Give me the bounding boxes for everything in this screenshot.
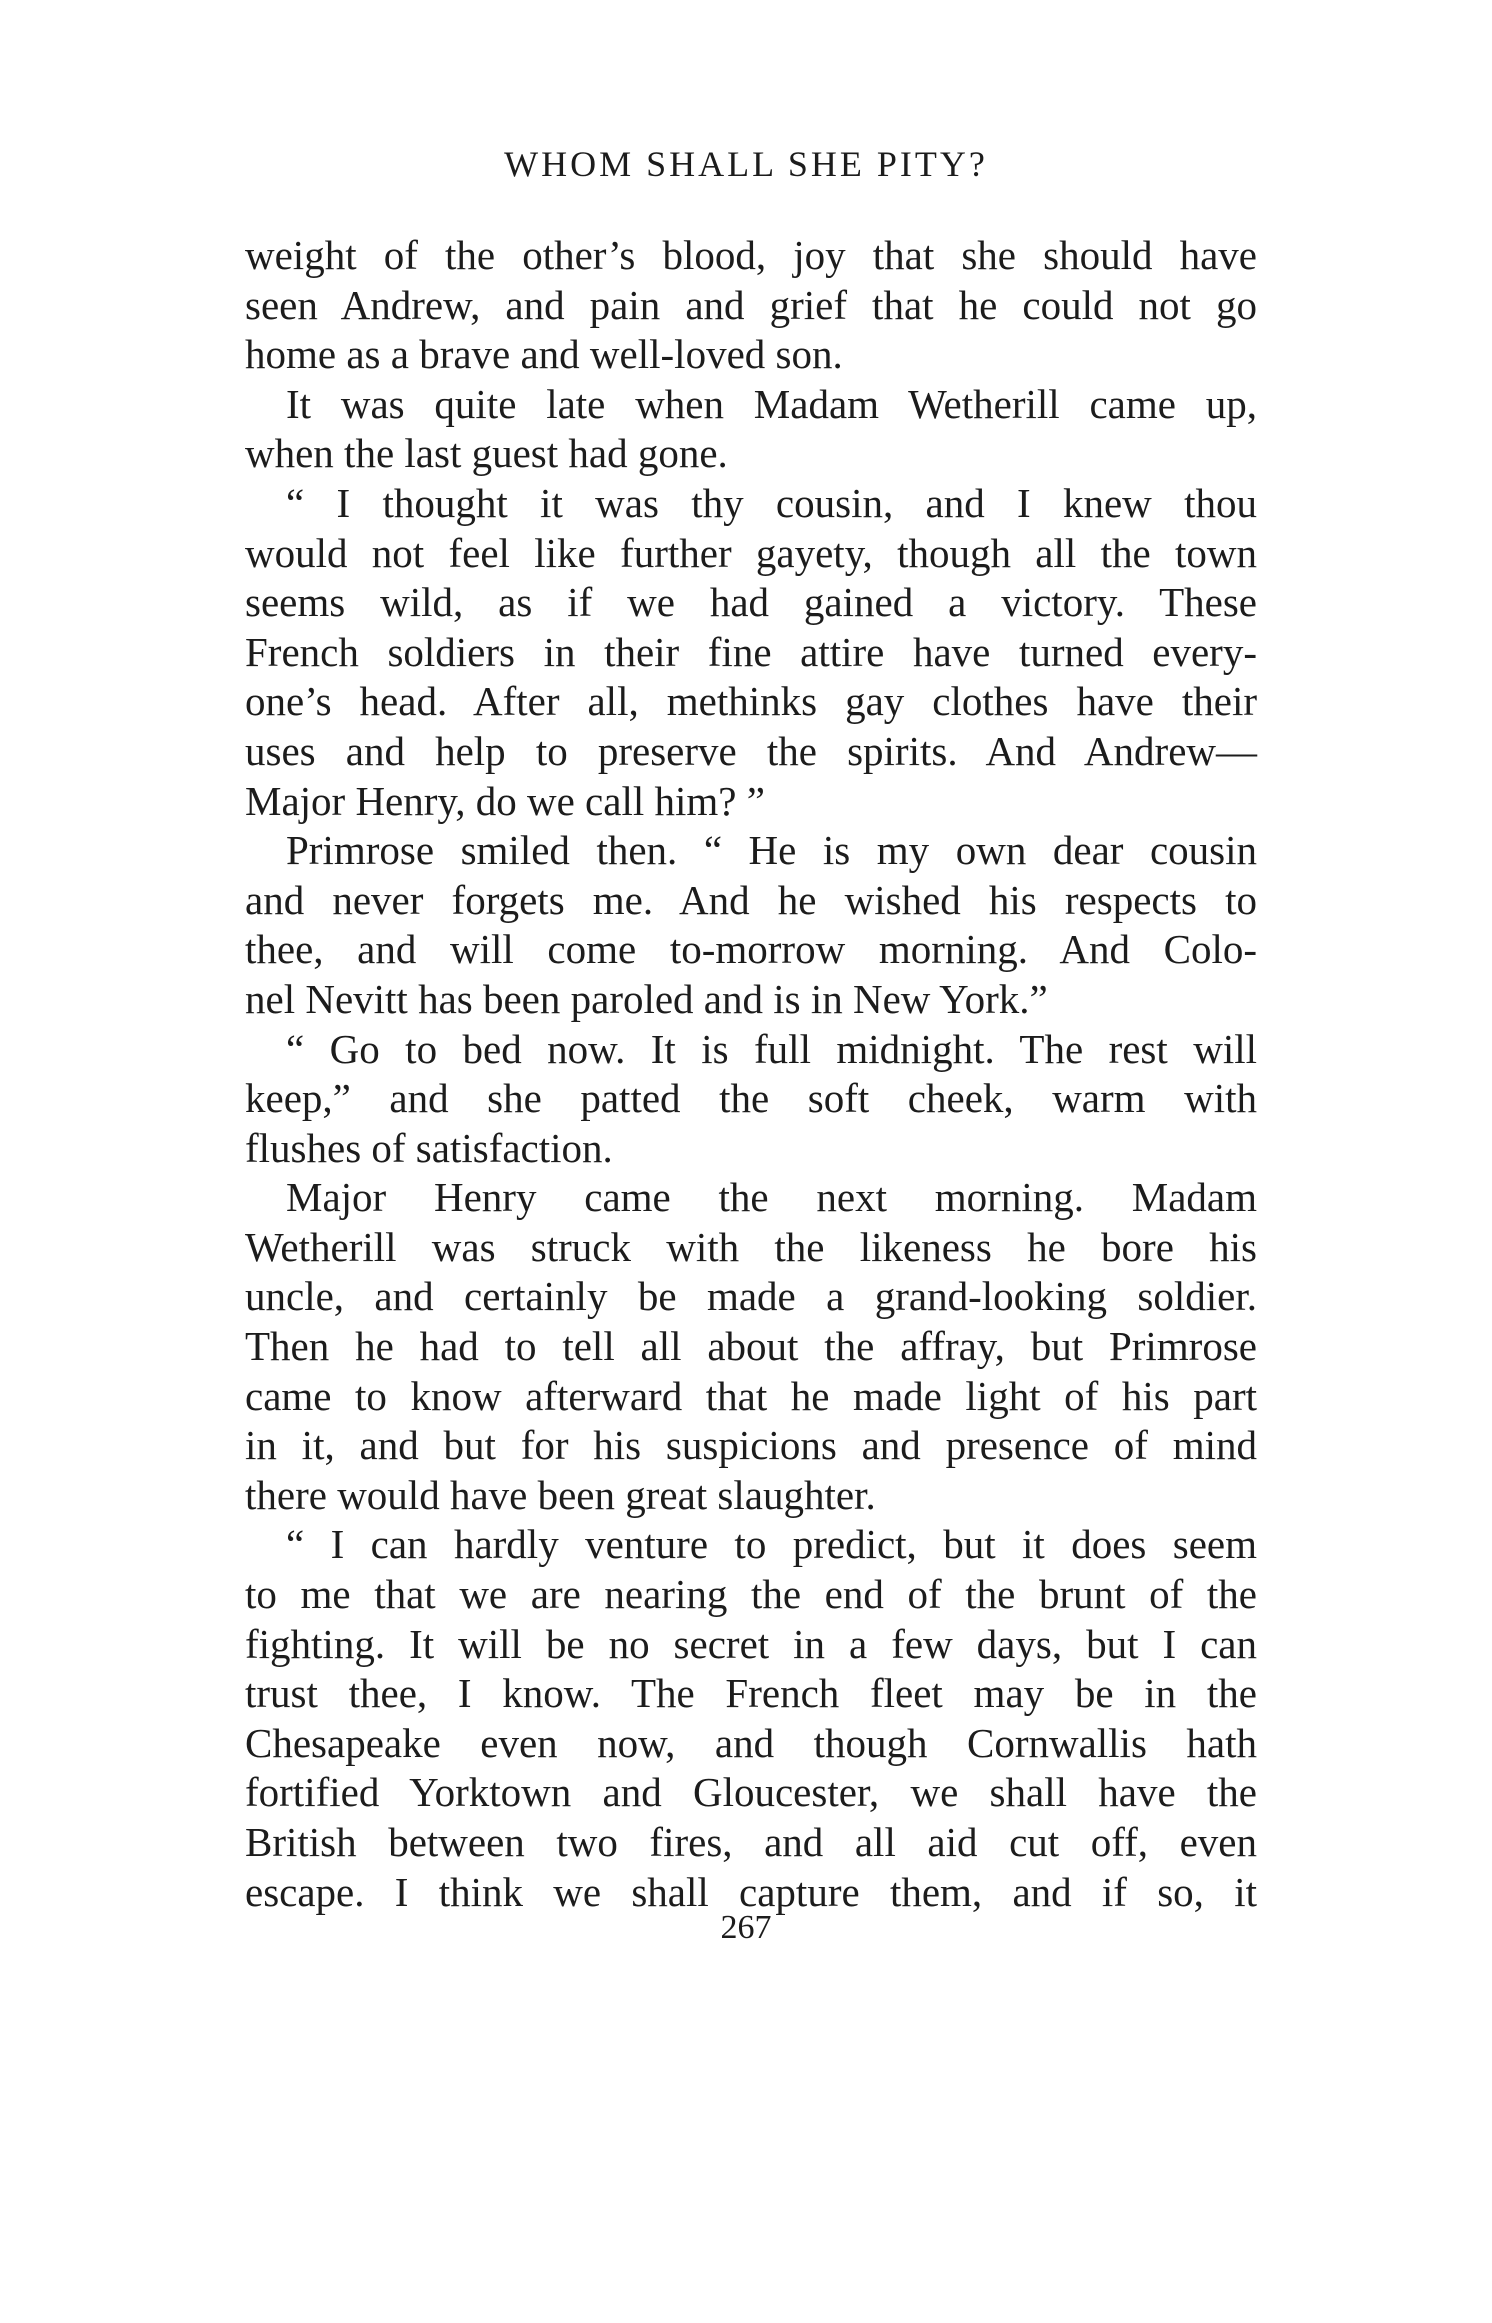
text-line: fortified Yorktown and Gloucester, we shall have the (245, 1769, 1257, 1816)
body-text (245, 231, 1257, 1917)
text-line: uncle, and certainly be made a grand-looking soldier. (245, 1273, 1257, 1320)
text-line: uses and help to preserve the spirits. And Andrew— (245, 727, 1257, 774)
text-line: weight of the other’s blood, joy that she should have (245, 232, 1257, 278)
text-line: home as a brave and well-loved son. (245, 331, 843, 378)
text-line: trust thee, I know. The French fleet may be in the (245, 1670, 1257, 1717)
text-line: there would have been great slaughter. (245, 1471, 876, 1518)
text-line: Major Henry came the next morning. Madam (286, 1174, 1257, 1221)
text-line: “ I can hardly venture to predict, but it does seem (286, 1521, 1257, 1568)
text-line: Major Henry, do we call him? ” (245, 777, 765, 824)
text-line: British between two fires, and all aid cut off, even (245, 1819, 1257, 1865)
text-line: It was quite late when Madam Wetherill came up, (286, 380, 1257, 427)
text-line: “ Go to bed now. It is full midnight. The rest will (286, 1025, 1257, 1072)
text-line: seems wild, as if we had gained a victory. These (245, 579, 1257, 626)
text-line: when the last guest had gone. (245, 430, 728, 477)
text-line: fighting. It will be no secret in a few days, but I can (245, 1620, 1257, 1667)
text-line: one’s head. After all, methinks gay clothes have their (245, 678, 1257, 725)
text-line: thee, and will come to-morrow morning. And Colo- (245, 926, 1257, 973)
text-line: “ I thought it was thy cousin, and I knew thou (286, 479, 1257, 526)
text-line: and never forgets me. And he wished his respects to (245, 876, 1257, 923)
text-line: seen Andrew, and pain and grief that he could not go (245, 281, 1257, 328)
text-line: Then he had to tell all about the affray, but Primrose (245, 1323, 1257, 1370)
text-line: keep,” and she patted the soft cheek, warm with (245, 1075, 1257, 1122)
text-line: Chesapeake even now, and though Cornwallis hath (245, 1719, 1257, 1766)
text-line: would not feel like further gayety, though all the town (245, 529, 1257, 576)
text-line: flushes of satisfaction. (245, 1124, 613, 1171)
text-line: French soldiers in their fine attire have turned every- (245, 628, 1257, 675)
text-line: in it, and but for his suspicions and presence of mind (245, 1422, 1257, 1469)
text-line: came to know afterward that he made light of his part (245, 1372, 1257, 1419)
text-line: Wetherill was struck with the likeness he bore his (245, 1223, 1257, 1270)
text-line: Primrose smiled then. “ He is my own dear cousin (286, 827, 1257, 874)
text-line: escape. I think we shall capture them, and if so, it (245, 1868, 1257, 1915)
text-line: nel Nevitt has been paroled and is in New York.” (245, 975, 1048, 1022)
running-head: WHOM SHALL SHE PITY? (504, 144, 988, 184)
page-number: 267 (720, 1909, 772, 1946)
text-line: to me that we are nearing the end of the brunt of the (245, 1571, 1257, 1618)
